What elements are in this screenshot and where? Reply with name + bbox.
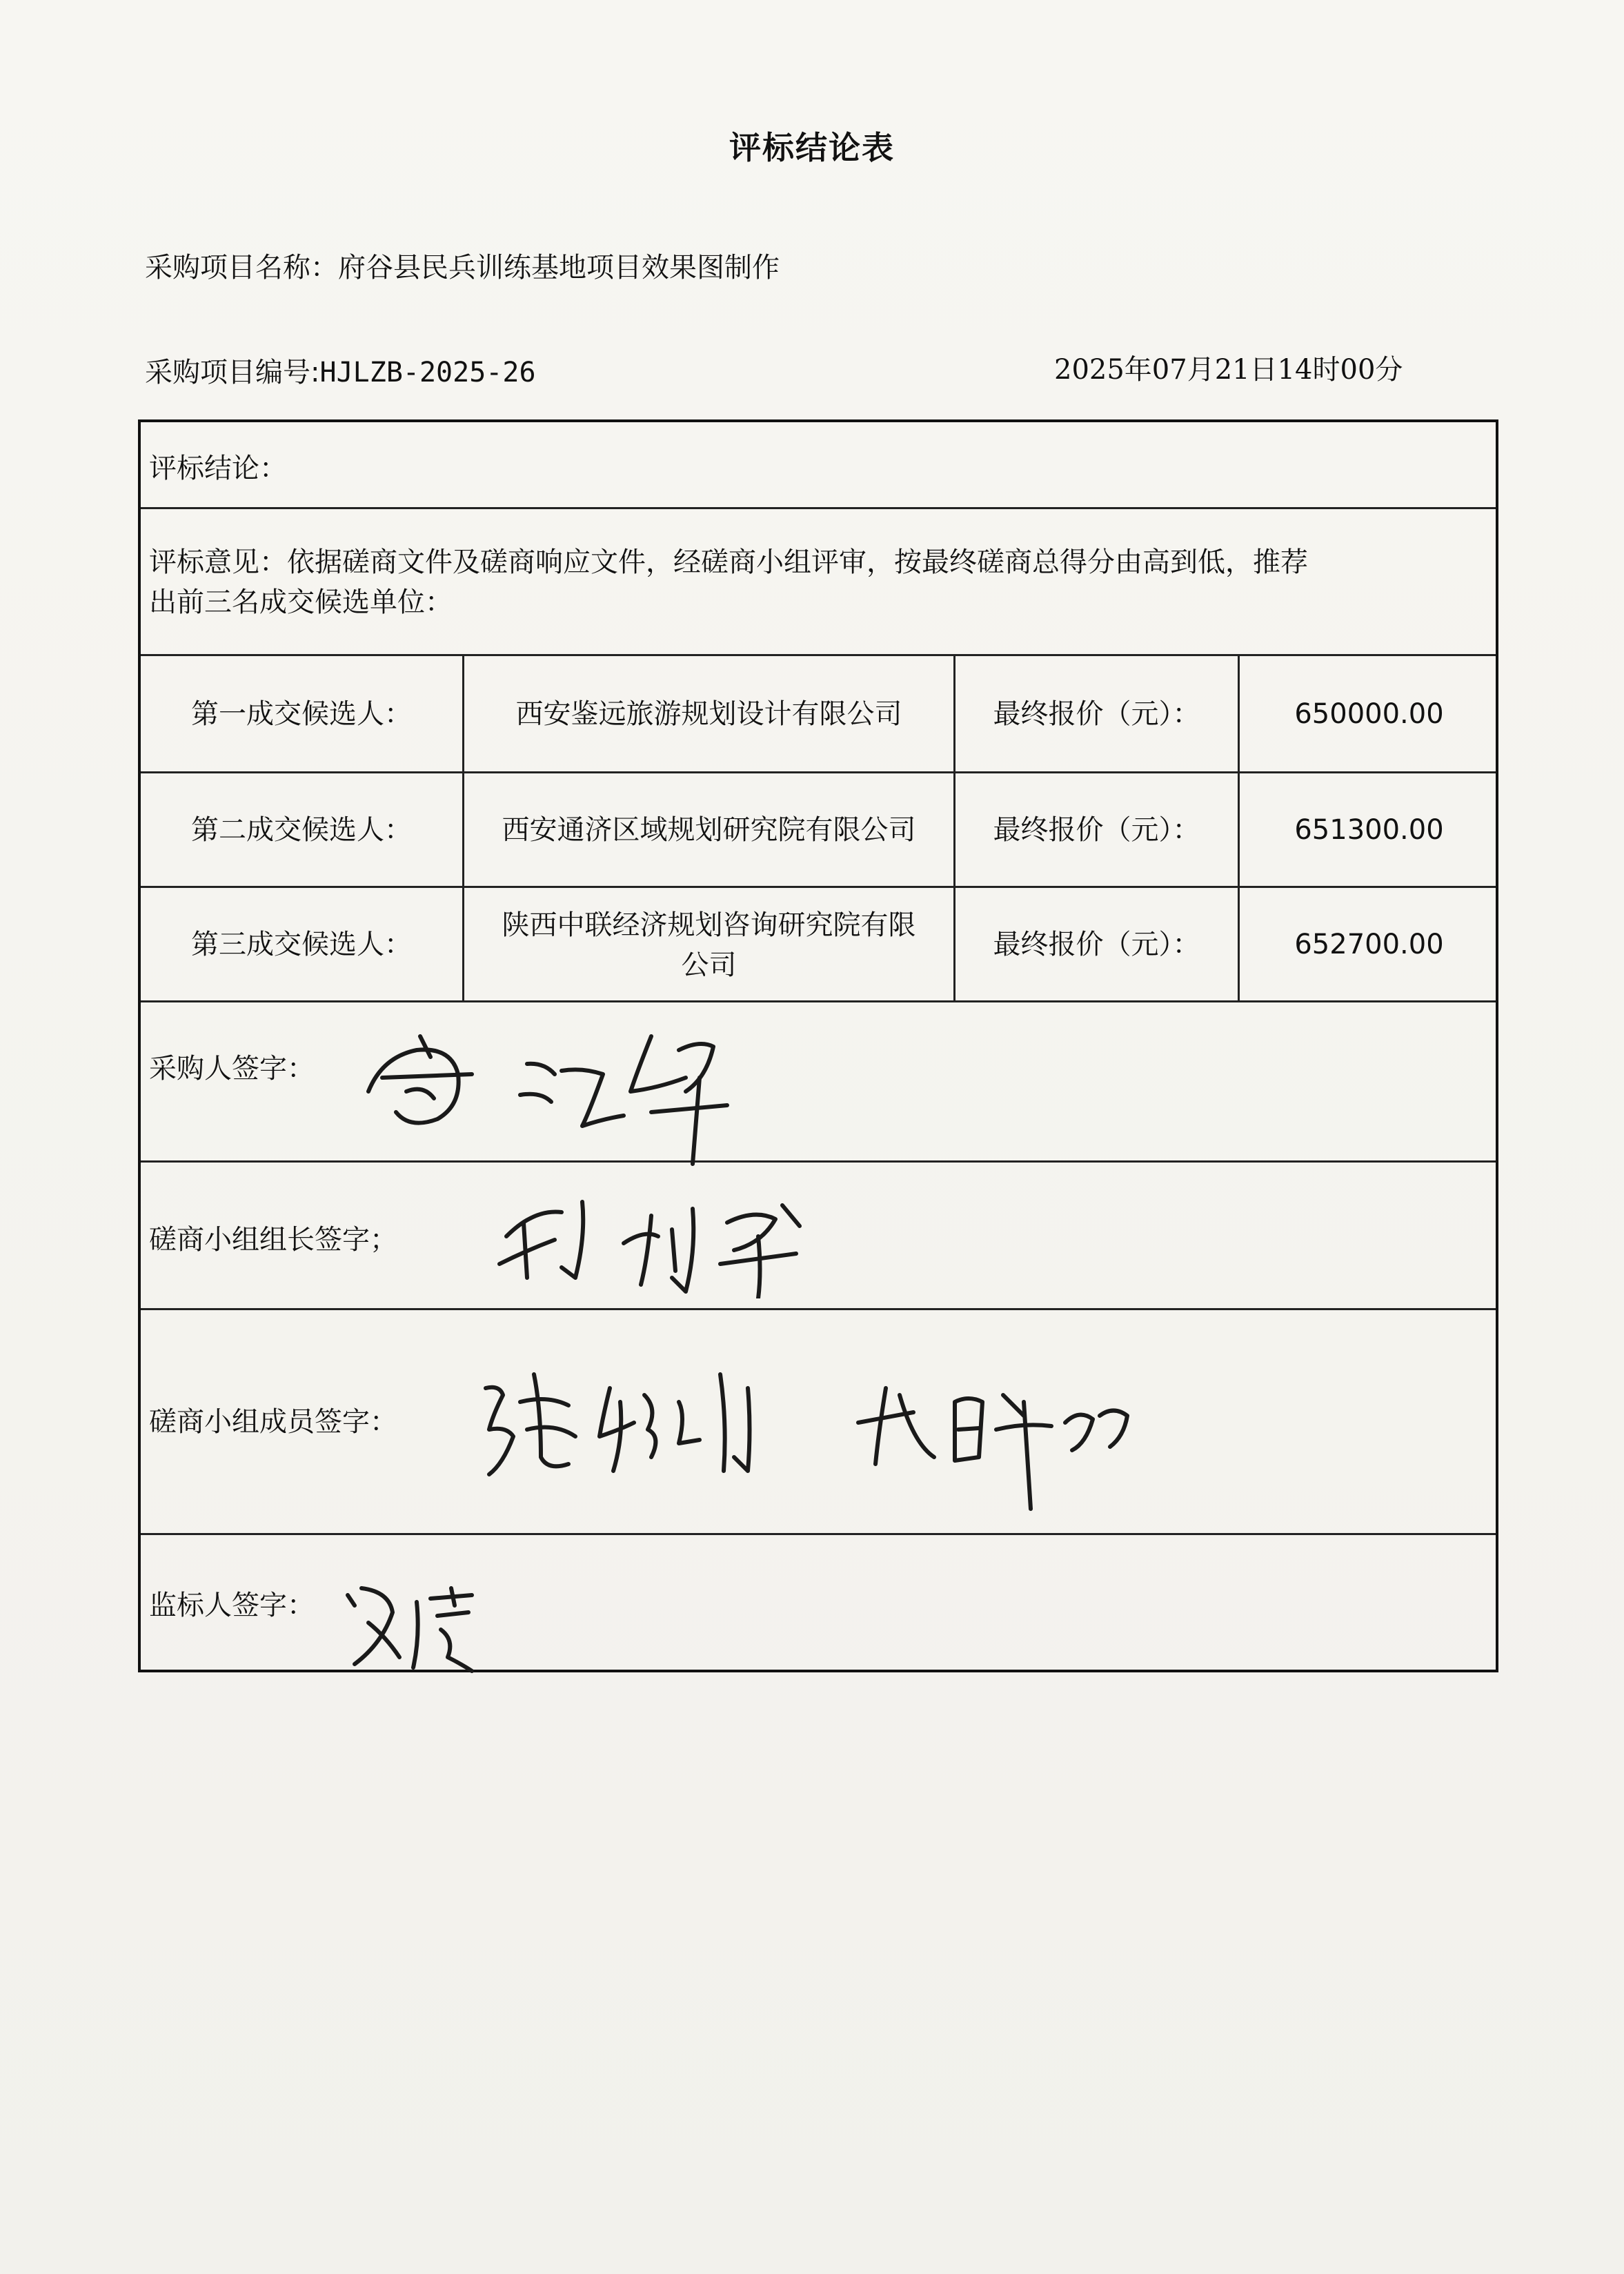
project-name: 府谷县民兵训练基地项目效果图制作 [338,252,780,284]
purchaser-signature-label: 采购人签字： [149,1053,315,1085]
candidate-company: 西安通济区域规划研究院有限公司 [502,814,916,846]
row-divider [141,886,1496,888]
purchaser-signature [355,1009,796,1167]
row-divider [141,654,1496,656]
leader-signature-label: 磋商小组组长签字； [149,1224,397,1256]
row-divider [141,507,1496,509]
candidate-price: 651300.00 [1294,814,1444,846]
conclusion-table [138,419,1498,1672]
members-signature [472,1354,1203,1519]
candidate-price: 650000.00 [1294,698,1444,730]
document-title: 评标结论表 [729,129,895,166]
candidate-rank: 第一成交候选人： [191,698,412,730]
evaluation-opinion-line: 评标意见：依据磋商文件及磋商响应文件，经磋商小组评审，按最终磋商总得分由高到低，推荐 [149,546,1308,578]
project-code-label: 采购项目编号: [145,357,320,388]
row-divider [141,1000,1496,1002]
project-name-label: 采购项目名称： [145,252,338,284]
leader-signature [486,1174,872,1298]
candidate-price: 652700.00 [1294,929,1444,960]
candidate-price-label: 最终报价（元）： [993,698,1200,730]
row-divider [141,1160,1496,1163]
supervisor-signature-label: 监标人签字： [149,1590,315,1621]
candidate-price-label: 最终报价（元）： [993,814,1200,846]
candidate-company [464,905,953,985]
supervisor-signature [334,1574,637,1678]
evaluation-opinion [149,542,1493,622]
project-name-line [145,252,780,284]
candidate-rank: 第三成交候选人： [191,929,412,960]
candidate-rank: 第二成交候选人： [191,814,412,846]
candidate-company-line: 公司 [681,949,737,981]
members-signature-label: 磋商小组成员签字： [149,1406,397,1438]
candidate-company-line: 陕西中联经济规划咨询研究院有限 [502,909,916,941]
project-code: HJLZB-2025-26 [319,357,536,388]
row-divider [141,771,1496,773]
conclusion-label: 评标结论： [149,453,287,484]
candidate-company: 西安鉴远旅游规划设计有限公司 [515,698,902,730]
row-divider [141,1308,1496,1310]
row-divider [141,1533,1496,1535]
candidate-price-label: 最终报价（元）： [993,929,1200,960]
evaluation-opinion-line: 出前三名成交候选单位： [149,586,453,618]
evaluation-datetime: 2025年07月21日14时00分 [1054,354,1403,386]
project-code-line [145,359,536,386]
